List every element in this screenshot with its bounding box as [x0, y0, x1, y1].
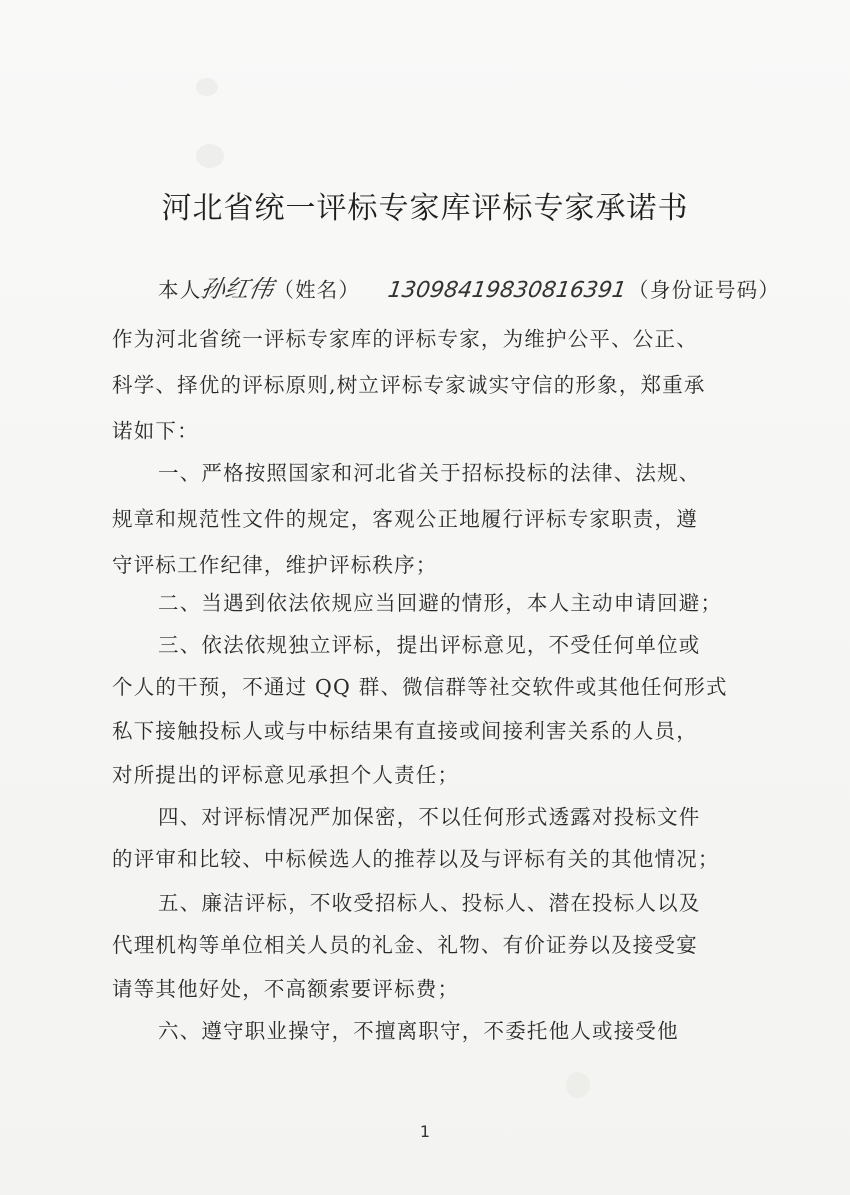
- name-label: （姓名）: [273, 278, 361, 302]
- body-line: 科学、择优的评标原则,树立评标专家诚实守信的形象，郑重承: [112, 373, 706, 397]
- body-line: 个人的干预，不通过 QQ 群、微信群等社交软件或其他任何形式: [112, 675, 728, 699]
- clause-4-line: 四、对评标情况严加保密，不以任何形式透露对投标文件: [158, 805, 701, 829]
- body-line: 诺如下：: [112, 419, 199, 443]
- handwritten-name: 孙红伟: [198, 275, 276, 303]
- body-line: 的评审和比较、中标候选人的推荐以及与评标有关的其他情况；: [112, 847, 720, 871]
- paper-smudge: [196, 78, 218, 96]
- intro-prefix: 本人: [158, 278, 202, 302]
- paper-smudge: [196, 144, 224, 168]
- clause-1-line: 一、严格按照国家和河北省关于招标投标的法律、法规、: [158, 461, 701, 485]
- page-number: 1: [419, 1122, 431, 1141]
- document-title: 河北省统一评标专家库评标专家承诺书: [161, 191, 689, 226]
- body-line: 代理机构等单位相关人员的礼金、礼物、有价证券以及接受宴: [112, 933, 698, 957]
- body-line: 请等其他好处，不高额索要评标费；: [112, 977, 460, 1001]
- body-line: 对所提出的评标意见承担个人责任；: [112, 763, 460, 787]
- id-label: （身份证号码）: [628, 278, 781, 302]
- clause-3-line: 三、依法依规独立评标，提出评标意见，不受任何单位或: [158, 633, 701, 657]
- clause-6-line: 六、遵守职业操守，不擅离职守，不委托他人或接受他: [158, 1019, 679, 1043]
- body-line: 守评标工作纪律，维护评标秩序；: [112, 553, 438, 577]
- clause-2-line: 二、当遇到依法依规应当回避的情形，本人主动申请回避；: [158, 591, 723, 615]
- body-line: 私下接触投标人或与中标结果有直接或间接利害关系的人员，: [112, 719, 698, 743]
- body-line: 作为河北省统一评标专家库的评标专家，为维护公平、公正、: [112, 327, 698, 351]
- paper-smudge: [566, 1072, 590, 1098]
- intro-line: [158, 266, 788, 314]
- handwritten-id-number: 13098419830816391: [386, 278, 628, 303]
- body-line: 规章和规范性文件的规定，客观公正地履行评标专家职责，遵: [112, 507, 698, 531]
- clause-5-line: 五、廉洁评标，不收受招标人、投标人、潜在投标人以及: [158, 891, 701, 915]
